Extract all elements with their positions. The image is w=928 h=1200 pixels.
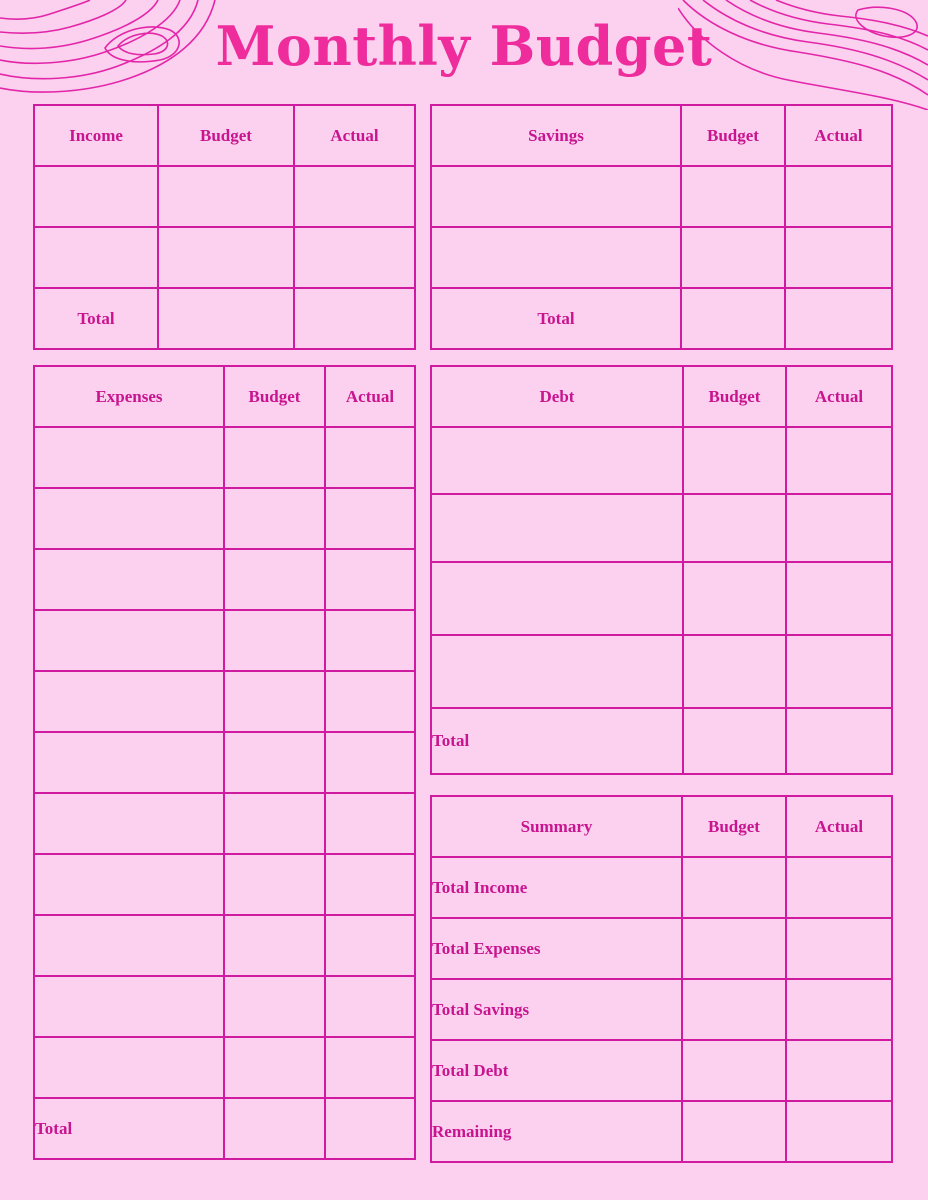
summary-row <box>431 1101 892 1162</box>
expenses-row-item-cell[interactable] <box>34 549 224 610</box>
expenses-row-item-cell[interactable] <box>34 854 224 915</box>
expenses-row-actual-cell[interactable] <box>325 671 415 732</box>
expenses-total-row-label: Total <box>34 1098 224 1159</box>
income-header-row <box>34 105 415 166</box>
expenses-row <box>34 488 415 549</box>
summary-row-budget-cell[interactable] <box>682 918 786 979</box>
savings-total-row-label: Total <box>431 288 681 349</box>
debt-row-budget-cell[interactable] <box>683 427 786 494</box>
expenses-header-label: Expenses <box>34 366 224 427</box>
expenses-row-budget-cell[interactable] <box>224 976 325 1037</box>
expenses-row-item-cell[interactable] <box>34 671 224 732</box>
debt-row-actual-cell[interactable] <box>786 562 892 635</box>
expenses-row-actual-cell[interactable] <box>325 1037 415 1098</box>
expenses-row-budget-cell[interactable] <box>224 427 325 488</box>
savings-row-actual-cell[interactable] <box>785 227 892 288</box>
income-total-row-label: Total <box>34 288 158 349</box>
summary-header-row <box>431 796 892 857</box>
expenses-header-row <box>34 366 415 427</box>
expenses-row-item-cell[interactable] <box>34 488 224 549</box>
income-row-actual-cell[interactable] <box>294 227 415 288</box>
summary-row-actual-cell[interactable] <box>786 918 892 979</box>
savings-header-label: Savings <box>431 105 681 166</box>
savings-row <box>431 227 892 288</box>
summary-row-actual-cell[interactable] <box>786 1040 892 1101</box>
debt-total-row-budget-cell[interactable] <box>683 708 786 774</box>
income-row-budget-cell[interactable] <box>158 227 294 288</box>
expenses-table <box>33 365 416 1160</box>
debt-total-row-label: Total <box>431 708 683 774</box>
expenses-row-actual-cell[interactable] <box>325 854 415 915</box>
expenses-row <box>34 732 415 793</box>
debt-header-row <box>431 366 892 427</box>
expenses-row-actual-cell[interactable] <box>325 793 415 854</box>
summary-row <box>431 979 892 1040</box>
summary-header-actual: Actual <box>786 796 892 857</box>
expenses-total-row-budget-cell[interactable] <box>224 1098 325 1159</box>
expenses-row-actual-cell[interactable] <box>325 427 415 488</box>
income-total-row-budget-cell[interactable] <box>158 288 294 349</box>
savings-row-budget-cell[interactable] <box>681 166 785 227</box>
summary-row-label: Total Expenses <box>431 918 682 979</box>
summary-row-label: Total Income <box>431 857 682 918</box>
expenses-row-actual-cell[interactable] <box>325 732 415 793</box>
expenses-row <box>34 610 415 671</box>
summary-row-label: Remaining <box>431 1101 682 1162</box>
income-total-row-actual-cell[interactable] <box>294 288 415 349</box>
summary-table <box>430 795 893 1163</box>
debt-row <box>431 494 892 562</box>
income-row <box>34 227 415 288</box>
debt-table <box>430 365 893 775</box>
summary-row <box>431 857 892 918</box>
summary-row-label: Total Savings <box>431 979 682 1040</box>
expenses-total-row-actual-cell[interactable] <box>325 1098 415 1159</box>
debt-row-actual-cell[interactable] <box>786 494 892 562</box>
summary-row-budget-cell[interactable] <box>682 979 786 1040</box>
expenses-row <box>34 976 415 1037</box>
income-header-budget: Budget <box>158 105 294 166</box>
debt-header-actual: Actual <box>786 366 892 427</box>
expenses-row <box>34 854 415 915</box>
expenses-row-budget-cell[interactable] <box>224 488 325 549</box>
income-row <box>34 166 415 227</box>
expenses-row-budget-cell[interactable] <box>224 732 325 793</box>
income-header-label: Income <box>34 105 158 166</box>
summary-row-actual-cell[interactable] <box>786 1101 892 1162</box>
income-row-item-cell[interactable] <box>34 227 158 288</box>
debt-header-label: Debt <box>431 366 683 427</box>
summary-row-actual-cell[interactable] <box>786 979 892 1040</box>
page-title: Monthly Budget <box>215 14 713 78</box>
expenses-row-budget-cell[interactable] <box>224 915 325 976</box>
summary-row-budget-cell[interactable] <box>682 1040 786 1101</box>
expenses-row-actual-cell[interactable] <box>325 549 415 610</box>
debt-row-item-cell[interactable] <box>431 494 683 562</box>
debt-row-budget-cell[interactable] <box>683 635 786 708</box>
expenses-row <box>34 915 415 976</box>
expenses-row-item-cell[interactable] <box>34 915 224 976</box>
expenses-row-item-cell[interactable] <box>34 793 224 854</box>
savings-row-budget-cell[interactable] <box>681 227 785 288</box>
expenses-row-actual-cell[interactable] <box>325 488 415 549</box>
debt-row <box>431 427 892 494</box>
debt-header-budget: Budget <box>683 366 786 427</box>
expenses-row-budget-cell[interactable] <box>224 549 325 610</box>
expenses-header-budget: Budget <box>224 366 325 427</box>
summary-header-budget: Budget <box>682 796 786 857</box>
savings-header-budget: Budget <box>681 105 785 166</box>
expenses-row-item-cell[interactable] <box>34 732 224 793</box>
income-row-actual-cell[interactable] <box>294 166 415 227</box>
debt-row-budget-cell[interactable] <box>683 494 786 562</box>
summary-row <box>431 918 892 979</box>
debt-row <box>431 562 892 635</box>
savings-total-row-budget-cell[interactable] <box>681 288 785 349</box>
income-row-budget-cell[interactable] <box>158 166 294 227</box>
debt-row-item-cell[interactable] <box>431 427 683 494</box>
savings-total-row-actual-cell[interactable] <box>785 288 892 349</box>
expenses-header-actual: Actual <box>325 366 415 427</box>
expenses-row-budget-cell[interactable] <box>224 1037 325 1098</box>
expenses-row-item-cell[interactable] <box>34 976 224 1037</box>
savings-total-row <box>431 288 892 349</box>
summary-row-budget-cell[interactable] <box>682 857 786 918</box>
expenses-row-budget-cell[interactable] <box>224 610 325 671</box>
savings-row-item-cell[interactable] <box>431 166 681 227</box>
expenses-row-actual-cell[interactable] <box>325 915 415 976</box>
debt-row <box>431 635 892 708</box>
expenses-total-row <box>34 1098 415 1159</box>
expenses-row <box>34 1037 415 1098</box>
savings-header-actual: Actual <box>785 105 892 166</box>
expenses-row-actual-cell[interactable] <box>325 610 415 671</box>
expenses-row-budget-cell[interactable] <box>224 793 325 854</box>
summary-row-actual-cell[interactable] <box>786 857 892 918</box>
debt-row-item-cell[interactable] <box>431 562 683 635</box>
expenses-row <box>34 793 415 854</box>
expenses-row <box>34 671 415 732</box>
debt-row-budget-cell[interactable] <box>683 562 786 635</box>
debt-total-row <box>431 708 892 774</box>
summary-row-label: Total Debt <box>431 1040 682 1101</box>
debt-row-item-cell[interactable] <box>431 635 683 708</box>
income-total-row <box>34 288 415 349</box>
expenses-row <box>34 549 415 610</box>
summary-header-label: Summary <box>431 796 682 857</box>
income-header-actual: Actual <box>294 105 415 166</box>
summary-row <box>431 1040 892 1101</box>
expenses-row <box>34 427 415 488</box>
debt-row-actual-cell[interactable] <box>786 427 892 494</box>
expenses-row-item-cell[interactable] <box>34 1037 224 1098</box>
expenses-row-actual-cell[interactable] <box>325 976 415 1037</box>
savings-header-row <box>431 105 892 166</box>
expenses-row-item-cell[interactable] <box>34 610 224 671</box>
debt-total-row-actual-cell[interactable] <box>786 708 892 774</box>
expenses-row-item-cell[interactable] <box>34 427 224 488</box>
expenses-row-budget-cell[interactable] <box>224 671 325 732</box>
income-table <box>33 104 416 350</box>
debt-row-actual-cell[interactable] <box>786 635 892 708</box>
savings-row-item-cell[interactable] <box>431 227 681 288</box>
savings-row-actual-cell[interactable] <box>785 166 892 227</box>
savings-row <box>431 166 892 227</box>
summary-row-budget-cell[interactable] <box>682 1101 786 1162</box>
expenses-row-budget-cell[interactable] <box>224 854 325 915</box>
savings-table <box>430 104 893 350</box>
income-row-item-cell[interactable] <box>34 166 158 227</box>
